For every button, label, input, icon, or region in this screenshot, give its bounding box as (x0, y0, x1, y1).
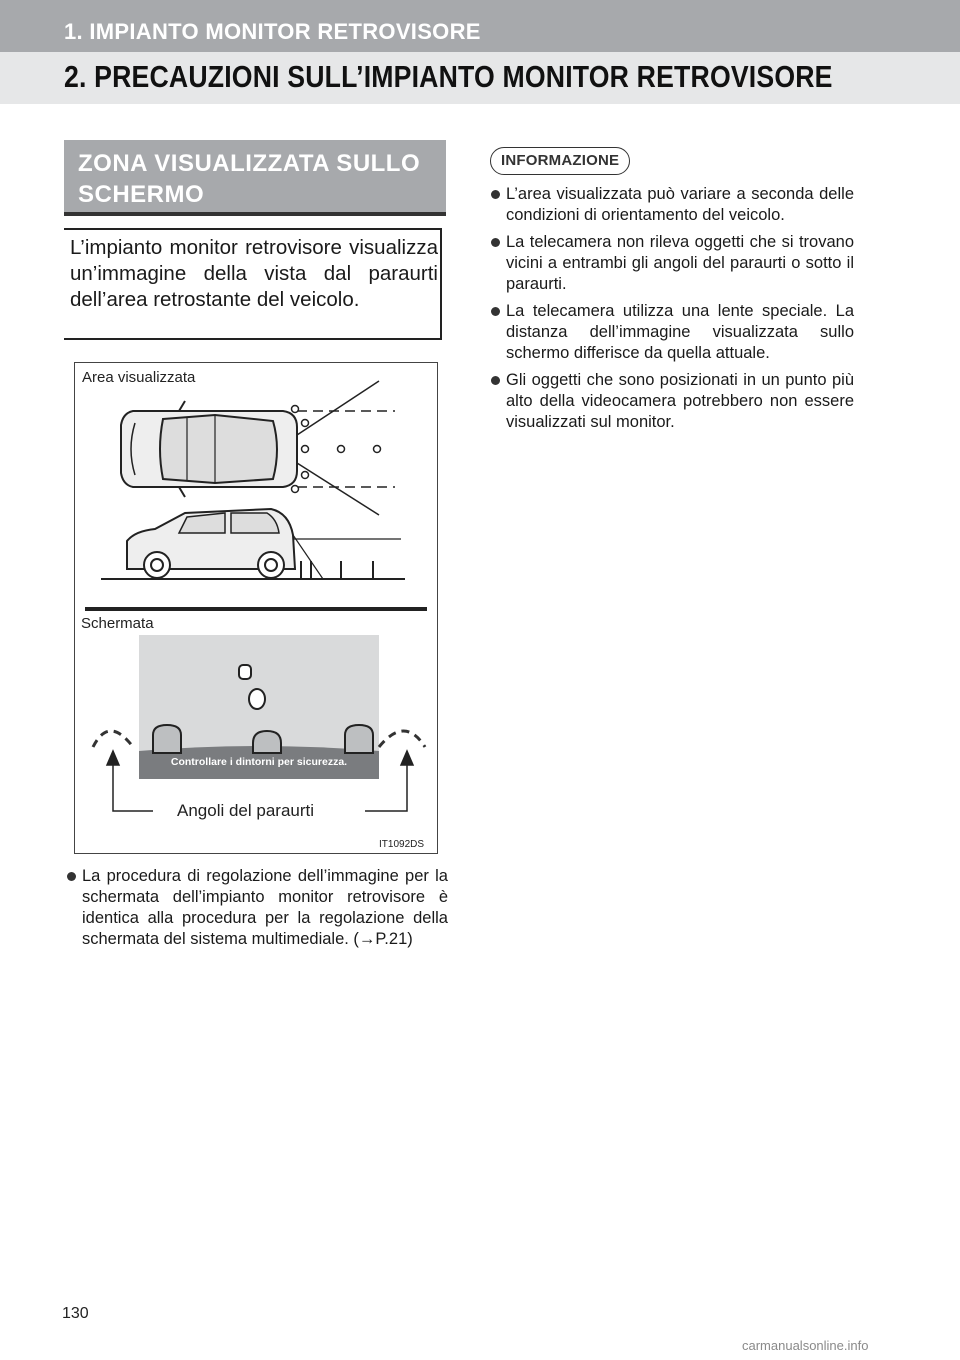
list-item: Gli oggetti che sono posizionati in un punto più alto della videocamera potrebbero non essere visualizzati sul monitor. (490, 370, 854, 433)
zone-heading-line2: SCHERMO (78, 181, 205, 208)
info-badge (490, 147, 630, 175)
section-header (0, 0, 960, 52)
label-screen: Schermata (81, 615, 154, 632)
screen-message: Controllare i dintorni per sicurezza. (170, 756, 348, 768)
list-item: La procedura di regolazione dell’immagine per la schermata dell’impianto monitor retrovisore è identica alla procedura per la regolazione della schermata del sistema multimediale. (→P.21) (66, 866, 448, 950)
zone-heading-line1: ZONA VISUALIZZATA SULLO (78, 150, 421, 177)
car-side-view-icon (101, 509, 405, 579)
label-area: Area visualizzata (82, 369, 196, 386)
list-item: La telecamera utilizza una lente speciale. La distanza dell’immagine visualizzata sullo schermo differisce da quella attuale. (490, 301, 854, 364)
intro-box (64, 228, 442, 340)
figure-illustration (75, 363, 439, 855)
zone-heading-text (78, 148, 420, 210)
ground-markers (301, 561, 373, 579)
label-corners: Angoli del paraurti (177, 801, 315, 820)
left-bullets (66, 866, 448, 956)
rear-view-figure (74, 362, 438, 854)
chapter-header (0, 52, 960, 104)
car-top-view-icon (121, 401, 297, 497)
info-bullets (490, 184, 854, 439)
section-title: 1. IMPIANTO MONITOR RETROVISORE (64, 19, 481, 44)
info-badge-label: INFORMAZIONE (501, 152, 620, 169)
figure-code: IT1092DS (379, 839, 425, 850)
watermark: carmanualsonline.info (742, 1338, 869, 1353)
zone-heading (64, 140, 446, 216)
view-area-lines (292, 381, 396, 515)
page-number: 130 (62, 1305, 89, 1322)
list-item: L’area visualizzata può variare a seconda delle condizioni di orientamento del veicolo. (490, 184, 854, 226)
page-title: 2. PRECAUZIONI SULL’IMPIANTO MONITOR RETROVISORE (64, 59, 833, 94)
intro-text: L’impianto monitor retrovisore visualizza un’immagine della vista dal paraurti dell’area retrostante del veicolo. (70, 236, 438, 311)
list-item: La telecamera non rileva oggetti che si trovano vicini a entrambi gli angoli del paraurti o sotto il paraurti. (490, 232, 854, 295)
